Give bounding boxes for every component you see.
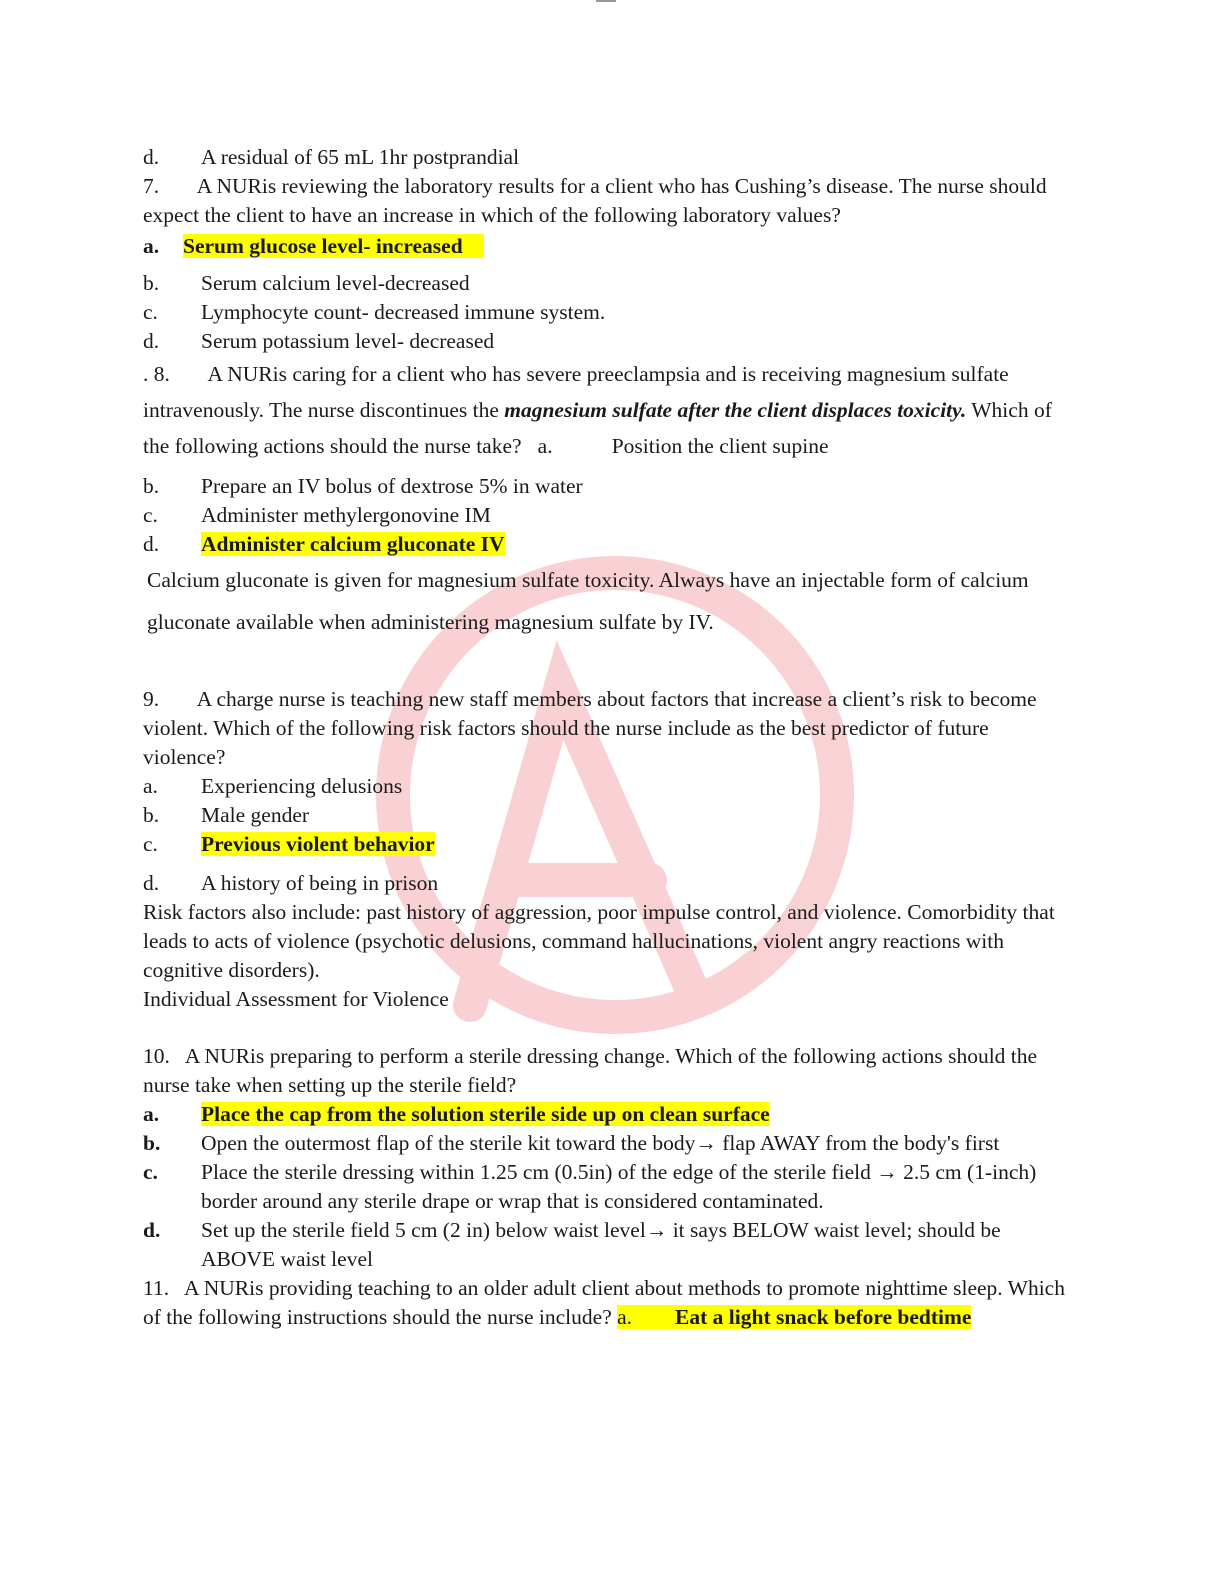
q10-answer-highlight: Place the cap from the solution sterile side up on clean surface [201,1102,770,1126]
q7-answer-highlight: Serum glucose level- increased [183,234,463,258]
q9-option-b: b. Male gender [143,803,310,827]
page-header-mark [596,0,616,2]
q8-option-c: c. Administer methylergonovine IM [143,503,491,527]
q7-stem: 7. A NURis reviewing the laboratory results for a client who has Cushing’s disease. The nurse should expect the client to have an increase in which of the following laboratory values? [143,174,1047,227]
q9-stem: 9. A charge nurse is teaching new staff members about factors that increase a client’s risk to become violent. Which of the following risk factors should the nurse include as the best predictor of future violence? [143,687,1037,769]
q10-option-a: a. Place the cap from the solution sterile side up on clean surface [143,1102,770,1126]
document-page [143,143,1068,1332]
q7-option-b: b. Serum calcium level-decreased [143,271,470,295]
q9-note-assessment: Individual Assessment for Violence [143,987,449,1011]
q11-stem: 11. A NURis providing teaching to an older adult client about methods to promote nighttime sleep. Which of the following instructions should the nurse include? a. Eat a light snack before bedtime [143,1276,1065,1329]
q10-option-d: d. Set up the sterile field 5 cm (2 in) below waist level→ it says BELOW waist level; should be ABOVE waist level [143,1218,1001,1271]
q11-answer-highlight: Eat a light snack before bedtime [632,1305,972,1329]
q10-option-c: c. Place the sterile dressing within 1.25 cm (0.5in) of the edge of the sterile field → 2.5 cm (1-inch) border around any sterile drape or wrap that is considered contaminated. [143,1160,1037,1213]
q8-option-b: b. Prepare an IV bolus of dextrose 5% in water [143,474,583,498]
q9-answer-highlight: Previous violent behavior [201,832,435,856]
q9-option-c: c. Previous violent behavior [143,832,435,856]
q8-option-d: d. Administer calcium gluconate IV [143,532,505,556]
q7-option-c: c. Lymphocyte count- decreased immune system. [143,300,606,324]
q8-emphasis: magnesium sulfate after the client displaces toxicity. [504,398,967,422]
q9-note-risk-factors: Risk factors also include: past history of aggression, poor impulse control, and violence. Comorbidity that leads to acts of violence (psychotic delusions, command hallucinations, violent angry reactions with cognitive disorders). [143,900,1055,982]
q8-stem: . 8. A NURis caring for a client who has severe preeclampsia and is receiving magnesium sulfate intravenously. The nurse discontinues the magnesium sulfate after the client displaces toxicity. Which of the following actions should the nurse take? a. Position the client supine [143,362,1052,458]
q10-option-b: b. Open the outermost flap of the sterile kit toward the body→ flap AWAY from the body's first [143,1131,1000,1155]
q9-option-a: a. Experiencing delusions [143,774,403,798]
q7-option-a: a. Serum glucose level- increased [143,232,1068,261]
q8-rationale: Calcium gluconate is given for magnesium sulfate toxicity. Always have an injectable form of calcium gluconate available when administering magnesium sulfate by IV. [147,568,1029,634]
q8-answer-highlight: Administer calcium gluconate IV [201,532,505,556]
q7-option-d: d. Serum potassium level- decreased [143,329,495,353]
q9-option-d: d. A history of being in prison [143,871,439,895]
q10-stem: 10. A NURis preparing to perform a sterile dressing change. Which of the following actions should the nurse take when setting up the sterile field? [143,1044,1038,1097]
q6-option-d: d. A residual of 65 mL 1hr postprandial [143,145,520,169]
